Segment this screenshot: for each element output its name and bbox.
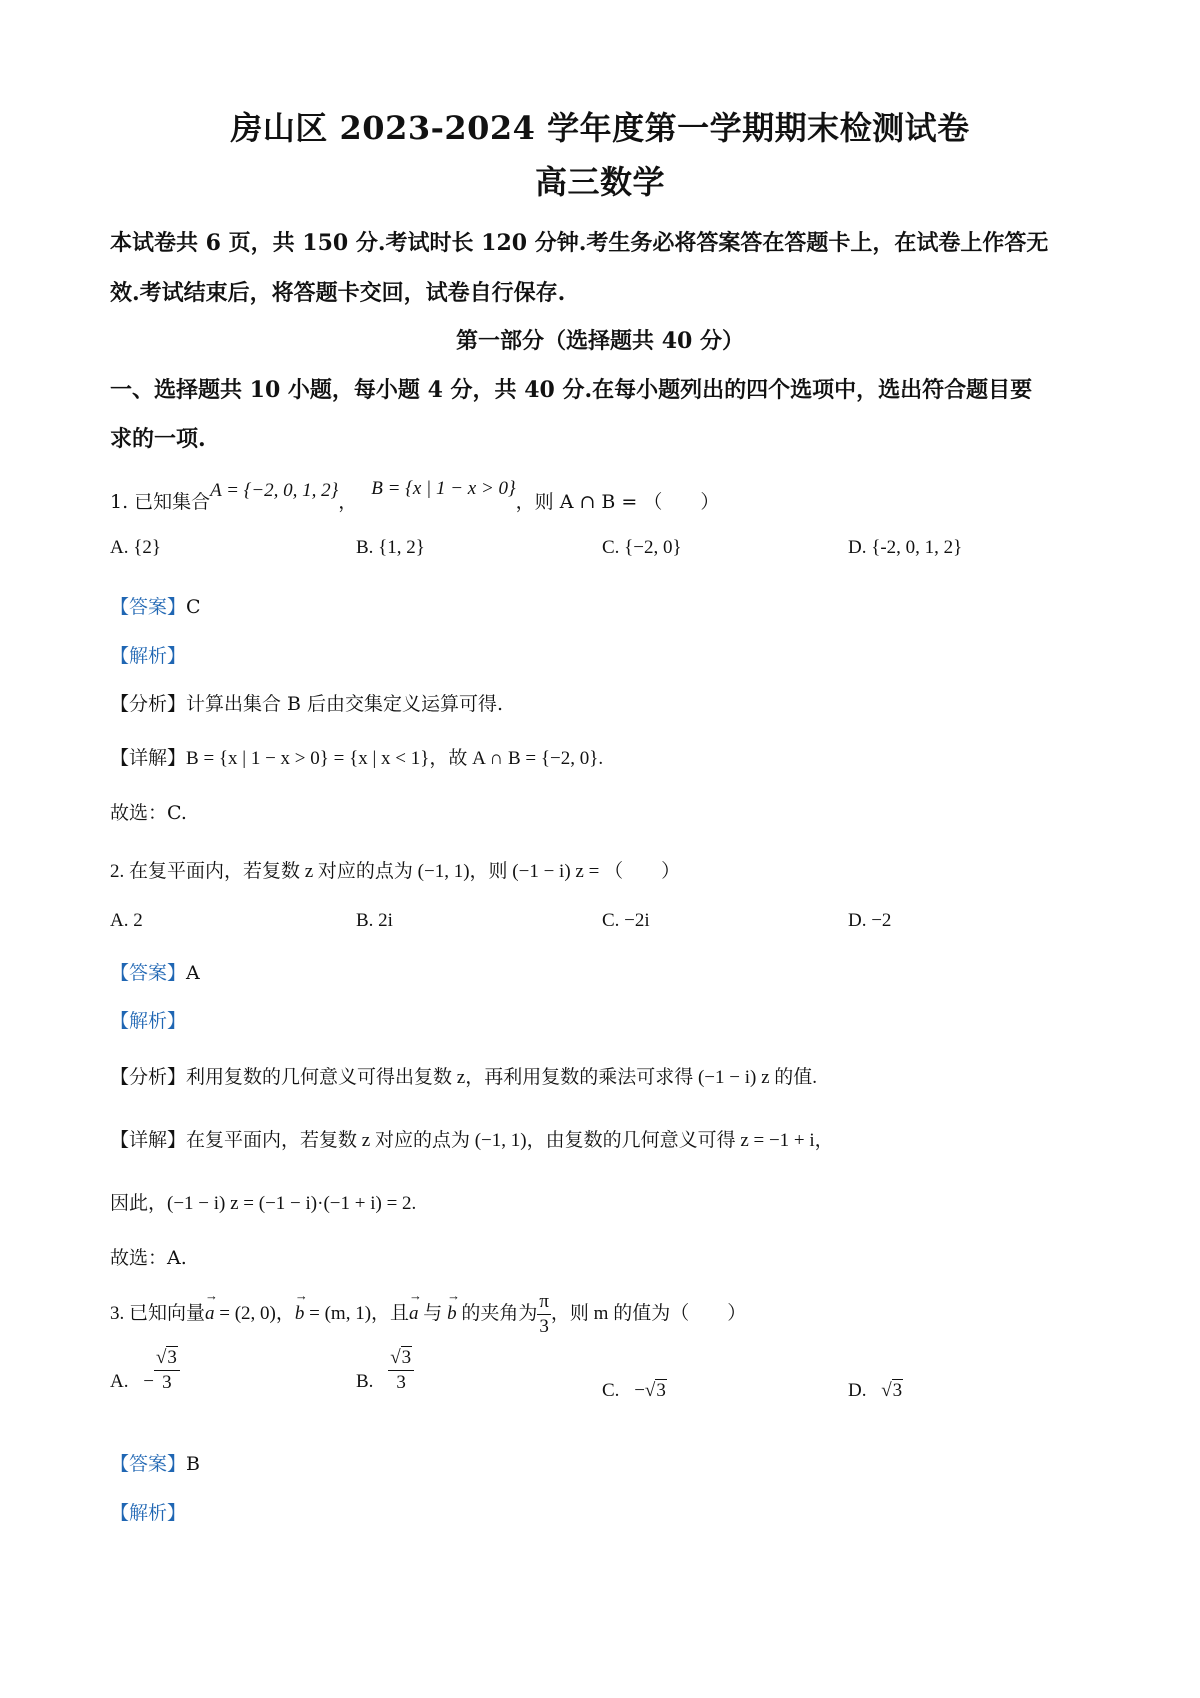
q3-option-c-minus: − xyxy=(634,1380,645,1401)
q2-xiangjie-text: 在复平面内，若复数 z 对应的点为 (−1, 1)，由复数的几何意义可得 z = −1 + i， xyxy=(186,1130,834,1151)
q3-yu: 与 xyxy=(418,1302,448,1324)
q3-option-d-sqrt: √3 xyxy=(881,1380,903,1401)
q1-stem-prefix: 1. 已知集合 xyxy=(110,491,211,513)
q2-option-a: A. 2 xyxy=(110,910,143,931)
q3-stem-prefix: 3. 已知向量 xyxy=(110,1302,206,1324)
q1-xiangjie xyxy=(110,743,603,770)
part-heading: 第一部分（选择题共 40 分） xyxy=(456,328,744,354)
q3-option-d xyxy=(848,1380,903,1402)
q3-vector-b: → b xyxy=(295,1303,305,1325)
q1-fenxi xyxy=(110,689,503,716)
exam-subtitle: 高三数学 xyxy=(534,163,665,201)
q2-fenxi xyxy=(110,1062,817,1089)
q1-option-a: A. {2} xyxy=(110,537,161,558)
q2-option-c: C. −2i xyxy=(602,910,650,931)
q3-answer xyxy=(110,1449,200,1476)
q2-answer xyxy=(110,958,200,985)
q3-vector-a-2: → a xyxy=(409,1303,419,1325)
q2-guxuan: 故选：A. xyxy=(110,1247,187,1269)
q3-option-b-label: B. xyxy=(356,1370,374,1392)
q2-option-d: D. −2 xyxy=(848,910,892,931)
fenxi-label: 【分析】 xyxy=(110,693,187,715)
xiangjie-label: 【详解】 xyxy=(110,1129,187,1151)
q2-jiexi-label: 【解析】 xyxy=(110,1010,187,1032)
exam-title: 房山区 2023-2024 学年度第一学期期末检测试卷 xyxy=(230,109,970,147)
q3-option-b xyxy=(356,1347,414,1395)
q1-stem-suffix: ，则 A ∩ B = （ ） xyxy=(515,491,720,513)
answer-label: 【答案】 xyxy=(110,1453,187,1475)
q1-stem: 1. 已知集合A = {−2, 0, 1, 2}，B = {x | 1 − x > 0}，则 A ∩ B = （ ） xyxy=(110,478,720,513)
q3-option-a-num: √3 xyxy=(154,1346,180,1371)
q2-option-b: B. 2i xyxy=(356,910,393,931)
q2-fenxi-text: 利用复数的几何意义可得出复数 z，再利用复数的乘法可求得 (−1 − i) z 的值. xyxy=(186,1067,817,1088)
q3-jiajiao: 的夹角为 xyxy=(456,1302,538,1324)
q3-option-a-den: 3 xyxy=(162,1372,172,1393)
q1-jiexi-label: 【解析】 xyxy=(110,645,187,667)
q3-angle-three: 3 xyxy=(539,1316,549,1337)
q2-yinci: 因此，(−1 − i) z = (−1 − i)·(−1 + i) = 2. xyxy=(110,1193,417,1214)
q3-option-a xyxy=(110,1347,180,1395)
q3-jiexi-label: 【解析】 xyxy=(110,1502,187,1524)
q3-option-c xyxy=(602,1380,667,1402)
q3-option-b-den: 3 xyxy=(396,1372,406,1393)
q1-set-a: A = {−2, 0, 1, 2} xyxy=(210,480,339,501)
q3-vector-a: → a xyxy=(205,1303,215,1325)
q3-option-a-fraction xyxy=(154,1346,180,1395)
xiangjie-label: 【详解】 xyxy=(110,747,187,769)
answer-label: 【答案】 xyxy=(110,596,187,618)
q1-option-b: B. {1, 2} xyxy=(356,537,425,558)
q3-option-b-num: √3 xyxy=(388,1346,414,1371)
q3-vector-b-2: → b xyxy=(447,1303,457,1325)
q1-fenxi-text: 计算出集合 B 后由交集定义运算可得. xyxy=(186,693,504,715)
q3-option-d-radicand: 3 xyxy=(892,1380,903,1401)
q2-stem: 2. 在复平面内，若复数 z 对应的点为 (−1, 1)，则 (−1 − i) z = （ ） xyxy=(110,861,681,882)
q1-set-b: B = {x | 1 − x > 0} xyxy=(371,478,516,499)
q1-option-d: D. {-2, 0, 1, 2} xyxy=(848,537,963,558)
section-instruction-2: 求的一项. xyxy=(110,426,206,452)
q3-option-a-label: A. xyxy=(110,1370,129,1392)
q3-option-d-label: D. xyxy=(848,1380,867,1401)
q2-answer-value: A xyxy=(186,962,200,984)
q3-angle-fraction xyxy=(537,1290,551,1339)
q3-option-a-radicand: 3 xyxy=(167,1347,177,1368)
q3-angle-pi: π xyxy=(537,1290,551,1315)
q3-option-b-fraction xyxy=(388,1346,414,1395)
q3-vec-b-value: = (m, 1)，且 xyxy=(304,1302,410,1324)
q1-guxuan: 故选：C. xyxy=(110,802,187,824)
q2-xiangjie xyxy=(110,1125,834,1152)
q3-option-c-sqrt: √3 xyxy=(644,1380,666,1401)
q3-stem xyxy=(110,1290,746,1339)
q3-vec-a-value: = (2, 0)， xyxy=(214,1302,295,1324)
fenxi-label: 【分析】 xyxy=(110,1066,187,1088)
q1-answer xyxy=(110,592,201,619)
q3-option-b-radicand: 3 xyxy=(401,1347,412,1368)
q3-answer-value: B xyxy=(186,1453,200,1475)
q3-option-a-minus: − xyxy=(143,1370,154,1392)
section-instruction-1: 一、选择题共 10 小题，每小题 4 分，共 40 分.在每小题列出的四个选项中，选出符合题目要 xyxy=(110,377,1033,403)
q1-xiangjie-text: B = {x | 1 − x > 0} = {x | x < 1}，故 A ∩ B = {−2, 0}. xyxy=(186,748,604,769)
q3-stem-suffix: ，则 m 的值为（ ） xyxy=(550,1302,747,1324)
q1-answer-value: C xyxy=(186,596,201,618)
intro-line-1: 本试卷共 6 页，共 150 分.考试时长 120 分钟.考生务必将答案答在答题卡上，在试卷上作答无 xyxy=(110,230,1049,256)
q3-option-c-label: C. xyxy=(602,1380,620,1401)
intro-line-2: 效.考试结束后，将答题卡交回，试卷自行保存. xyxy=(110,280,566,306)
answer-label: 【答案】 xyxy=(110,962,187,984)
q3-option-c-radicand: 3 xyxy=(656,1380,666,1401)
q1-option-c: C. {−2, 0} xyxy=(602,537,682,558)
